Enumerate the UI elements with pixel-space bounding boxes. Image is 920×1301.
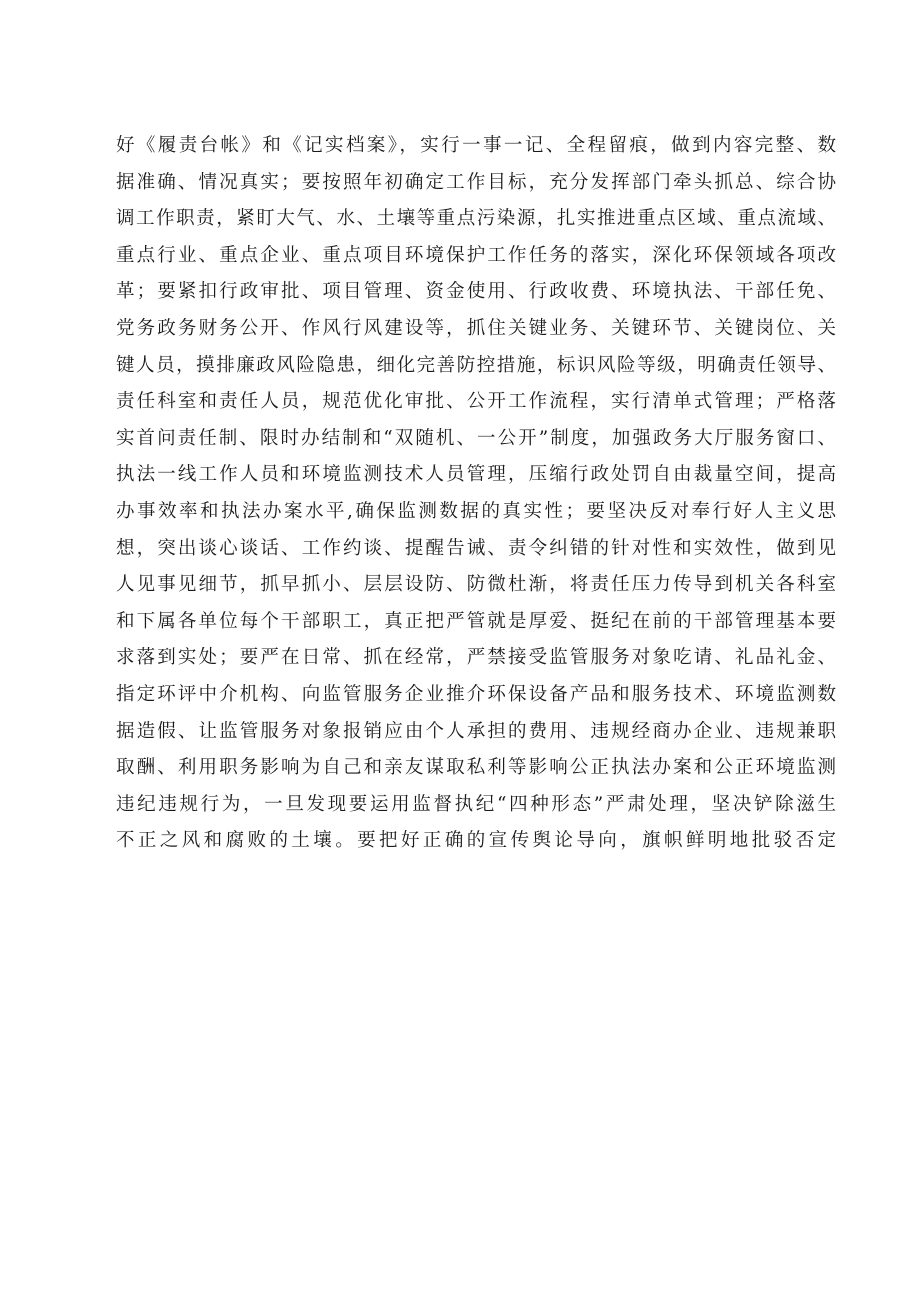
text-line: 取酬、利用职务影响为自己和亲友谋取私利等影响公正执法办案和公正环境监测 [116, 757, 836, 779]
text-line: 重点行业、重点企业、重点项目环境保护工作任务的落实，深化环保领域各项改 [116, 244, 836, 266]
text-line: 好《履责台帐》和《记实档案》，实行一事一记、全程留痕，做到内容完整、数 [116, 135, 836, 156]
text-line: 办事效率和执法办案水平,确保监测数据的真实性；要坚决反对奉行好人主义思 [116, 500, 836, 522]
text-line: 实首问责任制、限时办结制和“双随机、一公开”制度，加强政务大厅服务窗口、 [116, 427, 836, 449]
text-line: 执法一线工作人员和环境监测技术人员管理，压缩行政处罚自由裁量空间，提高 [116, 464, 836, 486]
text-line: 人见事见细节，抓早抓小、层层设防、防微杜渐，将责任压力传导到机关各科室 [116, 574, 836, 596]
text-line: 据准确、情况真实；要按照年初确定工作目标，充分发挥部门牵头抓总、综合协 [116, 171, 836, 193]
text-line: 调工作职责，紧盯大气、水、土壤等重点污染源，扎实推进重点区域、重点流域、 [116, 208, 836, 230]
text-line: 不正之风和腐败的土壤。要把好正确的宣传舆论导向，旗帜鲜明地批驳否定 [116, 830, 836, 852]
text-line: 责任科室和责任人员，规范优化审批、公开工作流程，实行清单式管理；严格落 [116, 391, 836, 413]
body-text [116, 128, 836, 860]
text-line: 党务政务财务公开、作风行风建设等，抓住关键业务、关键环节、关键岗位、关 [116, 317, 836, 339]
text-line: 违纪违规行为，一旦发现要运用监督执纪“四种形态”严肃处理，坚决铲除滋生 [116, 793, 836, 815]
text-line: 求落到实处；要严在日常、抓在经常，严禁接受监管服务对象吃请、礼品礼金、 [116, 647, 836, 669]
text-line: 键人员，摸排廉政风险隐患，细化完善防控措施，标识风险等级，明确责任领导、 [116, 354, 836, 376]
text-line: 指定环评中介机构、向监管服务企业推介环保设备产品和服务技术、环境监测数 [116, 683, 836, 705]
text-line: 据造假、让监管服务对象报销应由个人承担的费用、违规经商办企业、违规兼职 [116, 720, 836, 742]
text-line: 和下属各单位每个干部职工，真正把严管就是厚爱、挺纪在前的干部管理基本要 [116, 610, 836, 632]
text-line: 想，突出谈心谈话、工作约谈、提醒告诫、责令纠错的针对性和实效性，做到见 [116, 537, 836, 559]
text-line: 革；要紧扣行政审批、项目管理、资金使用、行政收费、环境执法、干部任免、 [116, 281, 836, 303]
